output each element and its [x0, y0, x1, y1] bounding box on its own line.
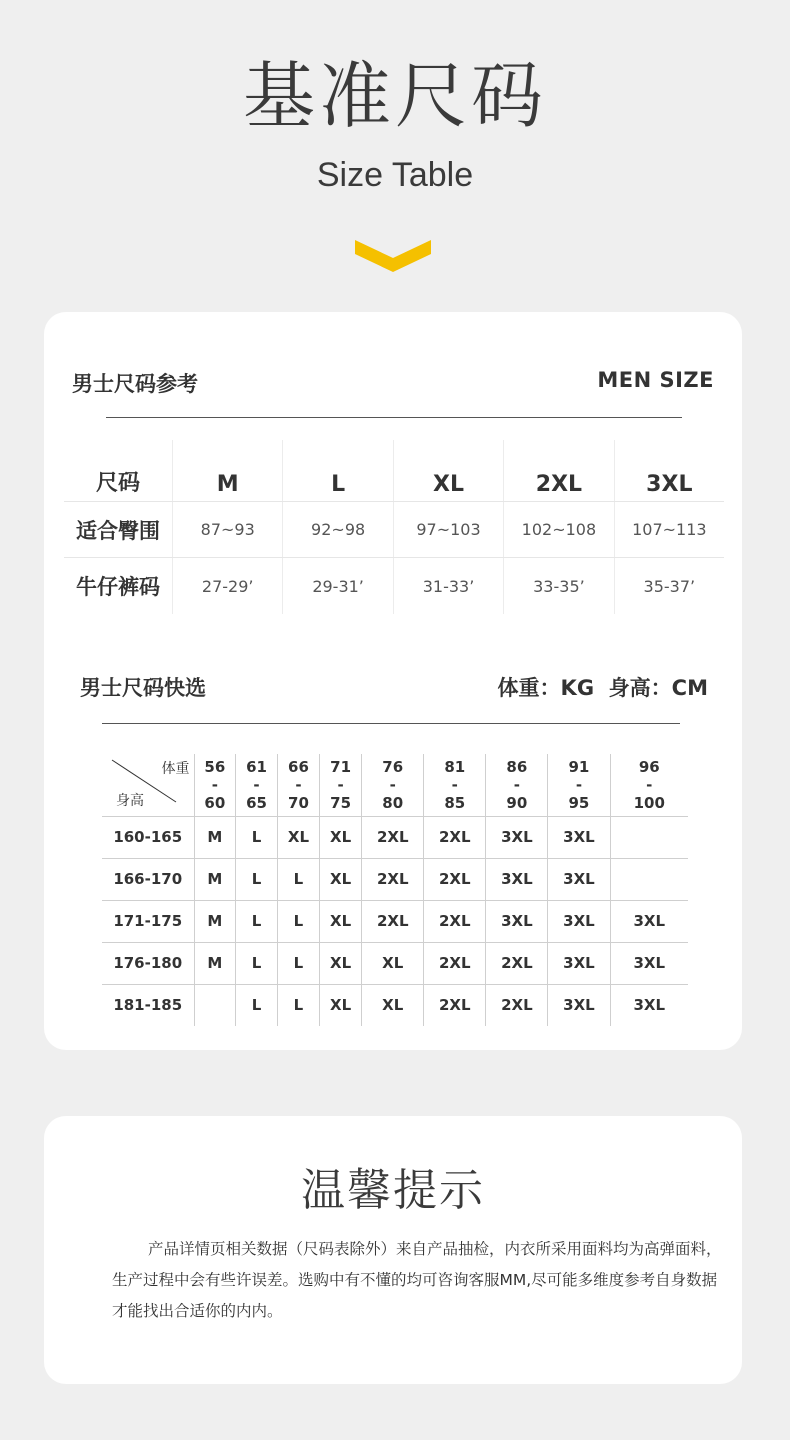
table-cell: L [236, 984, 278, 1026]
table-cell: 31-33’ [393, 558, 503, 614]
weight-col-header: 76 - 80 [362, 754, 424, 816]
table-cell: 2XL [362, 900, 424, 942]
size-col-header: XL [393, 440, 503, 501]
weight-col-header: 66 - 70 [277, 754, 319, 816]
table-cell: M [194, 900, 236, 942]
tips-title: 温馨提示 [301, 1165, 485, 1216]
table-cell [610, 816, 688, 858]
table-cell: 3XL [548, 942, 610, 984]
table-cell: 2XL [424, 942, 486, 984]
table-cell: 102~108 [503, 502, 613, 557]
table-cell: L [236, 858, 278, 900]
height-row-header: 181-185 [113, 996, 183, 1015]
weight-header-row [102, 754, 688, 816]
table-cell: 3XL [486, 858, 548, 900]
table-cell: L [277, 858, 319, 900]
weight-col-header: 81 - 85 [424, 754, 486, 816]
table-row [102, 900, 688, 942]
page-title: 基准尺码 [242, 54, 547, 138]
weight-col-header: 61 - 65 [236, 754, 278, 816]
table-cell: M [194, 816, 236, 858]
table-cell: 3XL [486, 816, 548, 858]
divider [102, 723, 680, 724]
table-row [64, 558, 724, 614]
divider [106, 417, 682, 418]
table-cell: L [236, 942, 278, 984]
corner-cell [102, 754, 194, 816]
size-header-row [64, 440, 724, 502]
table-cell: 2XL [424, 900, 486, 942]
table-cell [194, 984, 236, 1026]
table-cell: 3XL [610, 942, 688, 984]
row-label: 牛仔裤码 [76, 575, 160, 599]
table-row [64, 502, 724, 558]
weight-col-header: 56 - 60 [194, 754, 236, 816]
table-cell: XL [320, 816, 362, 858]
height-row-header: 160-165 [102, 816, 194, 858]
height-row-header: 176-180 [102, 942, 194, 984]
table-cell: 2XL [486, 942, 548, 984]
height-axis-label: 身高 [116, 793, 144, 809]
quick-units: 体重：KG 身高：CM [497, 676, 708, 700]
table-cell: 3XL [548, 816, 610, 858]
height-row-header: 171-175 [102, 900, 194, 942]
table-cell: 27-29’ [172, 558, 282, 614]
weight-axis-label: 体重 [161, 761, 190, 777]
table-cell: 3XL [610, 900, 688, 942]
table-cell: 2XL [424, 858, 486, 900]
tips-body: 产品详情页相关数据（尺码表除外）来自产品抽检，内衣所采用面料均为高弹面料，生产过程中会有些许误差。选购中有不懂的均可咨询客服MM,尽可能多维度参考自身数据才能找出合适你的内内。 [112, 1240, 722, 1320]
table-cell: 107~113 [614, 502, 724, 557]
table-cell: 2XL [362, 858, 424, 900]
table-row [102, 858, 688, 900]
table-row [102, 942, 688, 984]
row-label: 尺码 [95, 471, 140, 496]
chevron-down-icon [355, 240, 431, 272]
table-cell: L [236, 900, 278, 942]
table-cell: L [277, 942, 319, 984]
ref-title-en: MEN SIZE [597, 368, 714, 392]
ref-title: 男士尺码参考 [72, 372, 198, 396]
size-col-header: 3XL [614, 440, 724, 501]
table-row [102, 984, 688, 1026]
table-cell: XL [362, 942, 424, 984]
size-col-header: M [172, 440, 282, 501]
table-row [102, 816, 688, 858]
table-cell: 2XL [424, 984, 486, 1026]
table-cell: 2XL [424, 816, 486, 858]
table-cell: 3XL [610, 984, 688, 1026]
table-cell [610, 858, 688, 900]
table-cell: XL [320, 900, 362, 942]
table-cell: M [194, 858, 236, 900]
table-cell: XL [362, 984, 424, 1026]
table-cell: 2XL [486, 984, 548, 1026]
table-cell: 87~93 [172, 502, 282, 557]
table-cell: 3XL [548, 984, 610, 1026]
table-cell: M [194, 942, 236, 984]
row-label: 适合臀围 [76, 518, 160, 543]
size-card [44, 312, 742, 1050]
table-cell: XL [320, 984, 362, 1026]
table-cell: 2XL [362, 816, 424, 858]
quick-title: 男士尺码快选 [80, 676, 206, 700]
table-cell: XL [277, 816, 319, 858]
tips-card [44, 1116, 742, 1384]
table-cell: 3XL [548, 900, 610, 942]
weight-col-header: 96 - 100 [610, 754, 688, 816]
table-cell: 97~103 [393, 502, 503, 557]
table-cell: 92~98 [282, 502, 392, 557]
size-col-header: 2XL [503, 440, 613, 501]
table-cell: XL [320, 858, 362, 900]
weight-col-header: 86 - 90 [486, 754, 548, 816]
table-cell: 3XL [486, 900, 548, 942]
table-cell: XL [320, 942, 362, 984]
page-subtitle: Size Table [316, 156, 474, 194]
table-cell: 35-37’ [614, 558, 724, 614]
table-cell: L [277, 984, 319, 1026]
quick-select-table [102, 754, 688, 1026]
table-cell: 33-35’ [503, 558, 613, 614]
weight-col-header: 71 - 75 [320, 754, 362, 816]
table-cell: L [236, 816, 278, 858]
weight-col-header: 91 - 95 [548, 754, 610, 816]
table-cell: 3XL [548, 858, 610, 900]
table-cell: L [277, 900, 319, 942]
size-reference-table [64, 440, 724, 614]
size-col-header: L [282, 440, 392, 501]
table-cell: 29-31’ [282, 558, 392, 614]
height-row-header: 166-170 [102, 858, 194, 900]
